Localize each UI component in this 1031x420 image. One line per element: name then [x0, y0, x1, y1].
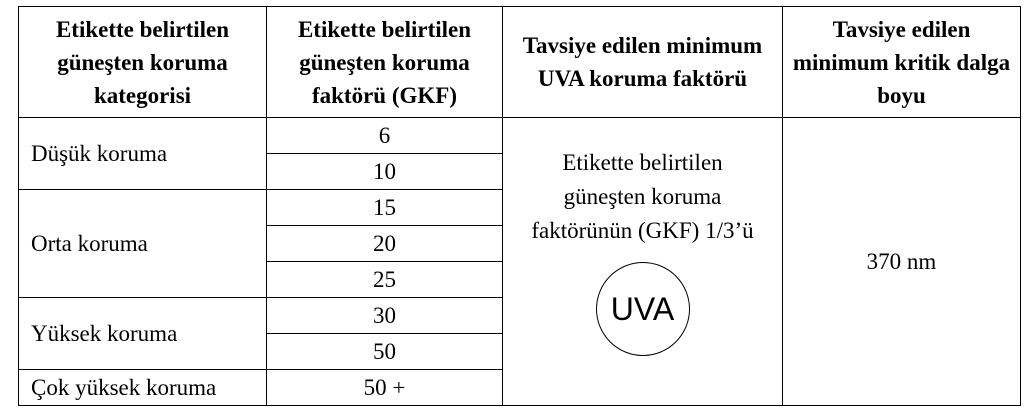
table-row	[19, 118, 1021, 154]
critical-wavelength-value: 370 nm	[783, 118, 1021, 406]
uva-recommendation-cell	[503, 118, 783, 406]
gkf-value: 50 +	[267, 370, 503, 406]
gkf-value: 10	[267, 154, 503, 190]
gkf-value: 15	[267, 190, 503, 226]
gkf-value: 25	[267, 262, 503, 298]
category-medium: Orta koruma	[19, 190, 267, 298]
header-category: Etikette belirtilen güneşten koruma kategorisi	[19, 7, 267, 118]
header-uva-factor: Tavsiye edilen minimum UVA koruma faktörü	[503, 7, 783, 118]
header-gkf: Etikette belirtilen güneşten koruma faktörü (GKF)	[267, 7, 503, 118]
uva-logo-icon: UVA	[596, 262, 690, 356]
header-critical-wavelength: Tavsiye edilen minimum kritik dalga boyu	[783, 7, 1021, 118]
category-high: Yüksek koruma	[19, 298, 267, 370]
category-very-high: Çok yüksek koruma	[19, 370, 267, 406]
gkf-value: 6	[267, 118, 503, 154]
sun-protection-table	[18, 6, 1021, 406]
gkf-value: 30	[267, 298, 503, 334]
header-row	[19, 7, 1021, 118]
gkf-value: 20	[267, 226, 503, 262]
category-low: Düşük koruma	[19, 118, 267, 190]
uva-recommendation-text: Etikette belirtilen güneşten koruma faktörünün (GKF) 1/3’ü	[531, 150, 754, 243]
gkf-value: 50	[267, 334, 503, 370]
